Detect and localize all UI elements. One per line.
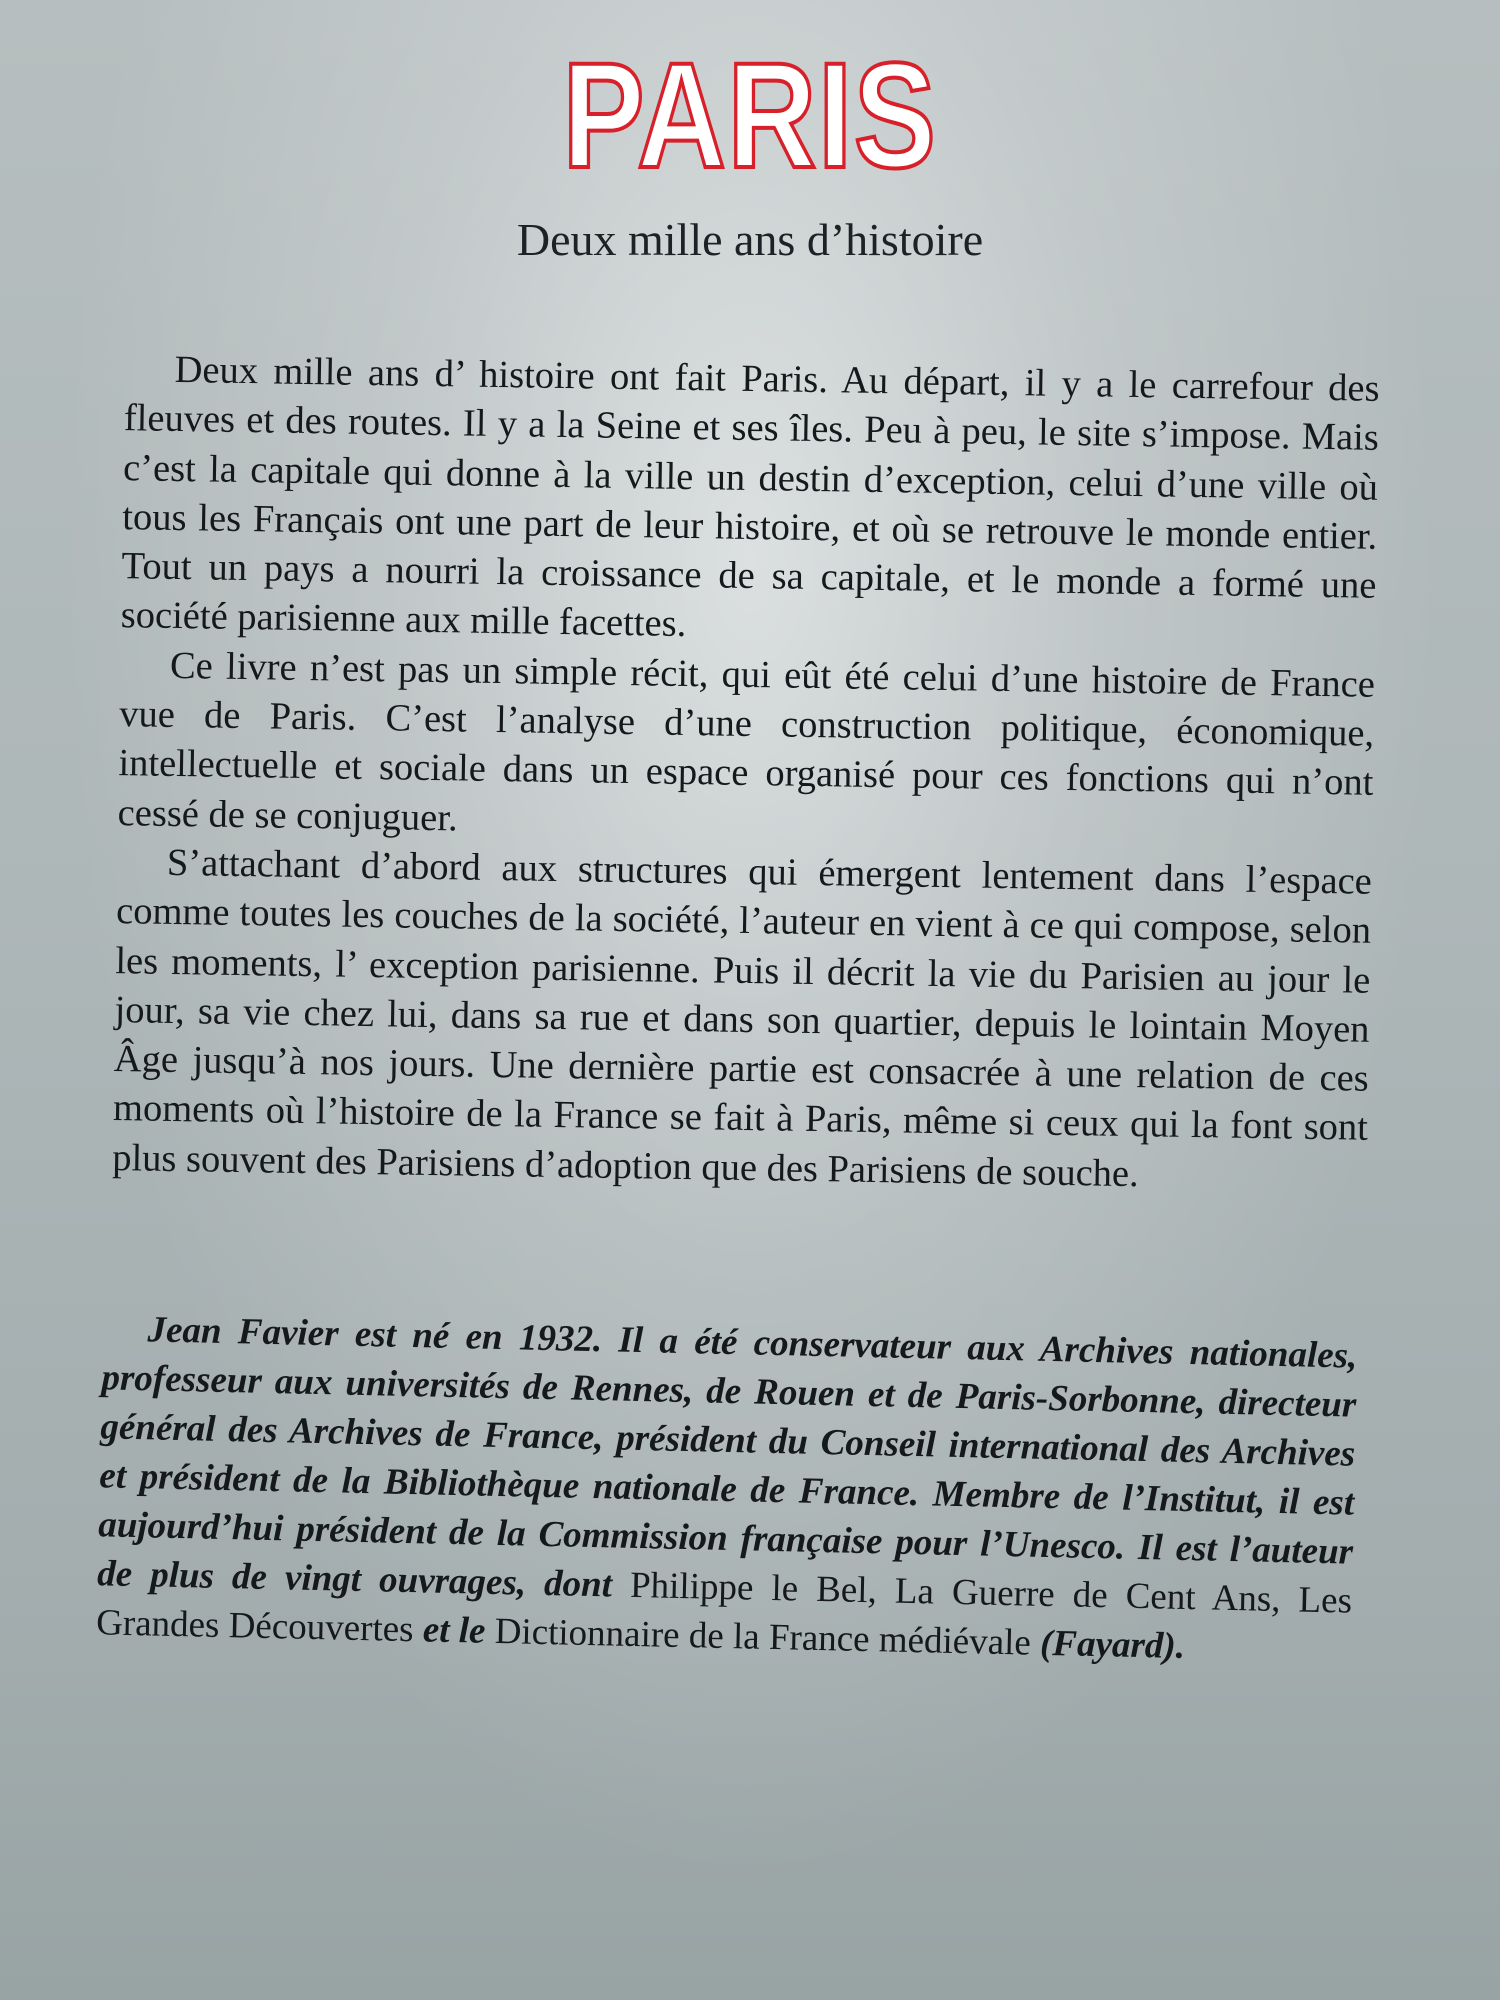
book-ref-dictionnaire: Dictionnaire de la France médiévale	[494, 1610, 1032, 1664]
bio-connector: et le	[422, 1609, 486, 1652]
book-subtitle: Deux mille ans d’histoire	[516, 214, 984, 265]
summary-paragraph: Deux mille ans d’ histoire ont fait Paris. Au départ, il y a le carrefour des fleuves et des routes. Il y a la Seine et ses îles. Peu à peu, le site s’impose. Mais c’est la capitale qui donne à la ville un destin d’exception, celui d’une ville où tous les Français ont une part de leur histoire, et où se retrouve le monde entier. Tout un pays a nourri la croissance de sa capitale, et le monde a formé une société parisienne aux mille facettes.	[120, 348, 1380, 646]
author-bio-intro: Jean Favier est né en 1932. Il a été conservateur aux Archives nationales, professeur aux universités de Rennes, de Rouen et de Paris-Sorbonne, directeur général des Archives de France, président du Conseil international des Archives et président de la Bibliothèque nationale de France. Membre de l’Institut, il est aujourd’hui président de la Commission française pour l’Unesco. Il est l’auteur de plus de vingt ouvrages, dont	[96, 1309, 1358, 1606]
summary-text	[112, 345, 1380, 1203]
book-ref-grandes-decouvertes: Les Grandes Découvertes	[95, 1579, 1353, 1651]
book-ref-philippe-le-bel: Philippe le Bel,	[629, 1564, 878, 1612]
book-ref-guerre-cent-ans: La Guerre de Cent Ans,	[894, 1570, 1281, 1621]
summary-paragraph: Ce livre n’est pas un simple récit, qui eût été celui d’une histoire de France vue de Paris. C’est l’analyse d’une construction politique, économique, intellectuelle et sociale dans un espace organisé pour ces fonctions qui n’ont cessé de se conjuguer.	[117, 644, 1376, 840]
author-bio-paragraph	[96, 1304, 1358, 1674]
summary-paragraph: S’attachant d’abord aux structures qui émergent lentement dans l’espace comme toutes les couches de la société, l’auteur en vient à ce qui compose, selon les moments, l’ exception parisienne. Puis il décrit la vie du Parisien au jour le jour, sa vie chez lui, dans sa rue et dans son quartier, depuis le lointain Moyen Âge jusqu’à nos jours. Une dernière partie est consacrée à une relation de ces moments où l’histoire de la France se fait à Paris, même si ceux qui la font sont plus souvent des Parisiens d’adoption que des Parisiens de souche.	[111, 841, 1373, 1195]
book-title: PARIS	[562, 31, 938, 199]
author-bio	[96, 1304, 1358, 1674]
publisher-name: (Fayard).	[1039, 1622, 1186, 1667]
